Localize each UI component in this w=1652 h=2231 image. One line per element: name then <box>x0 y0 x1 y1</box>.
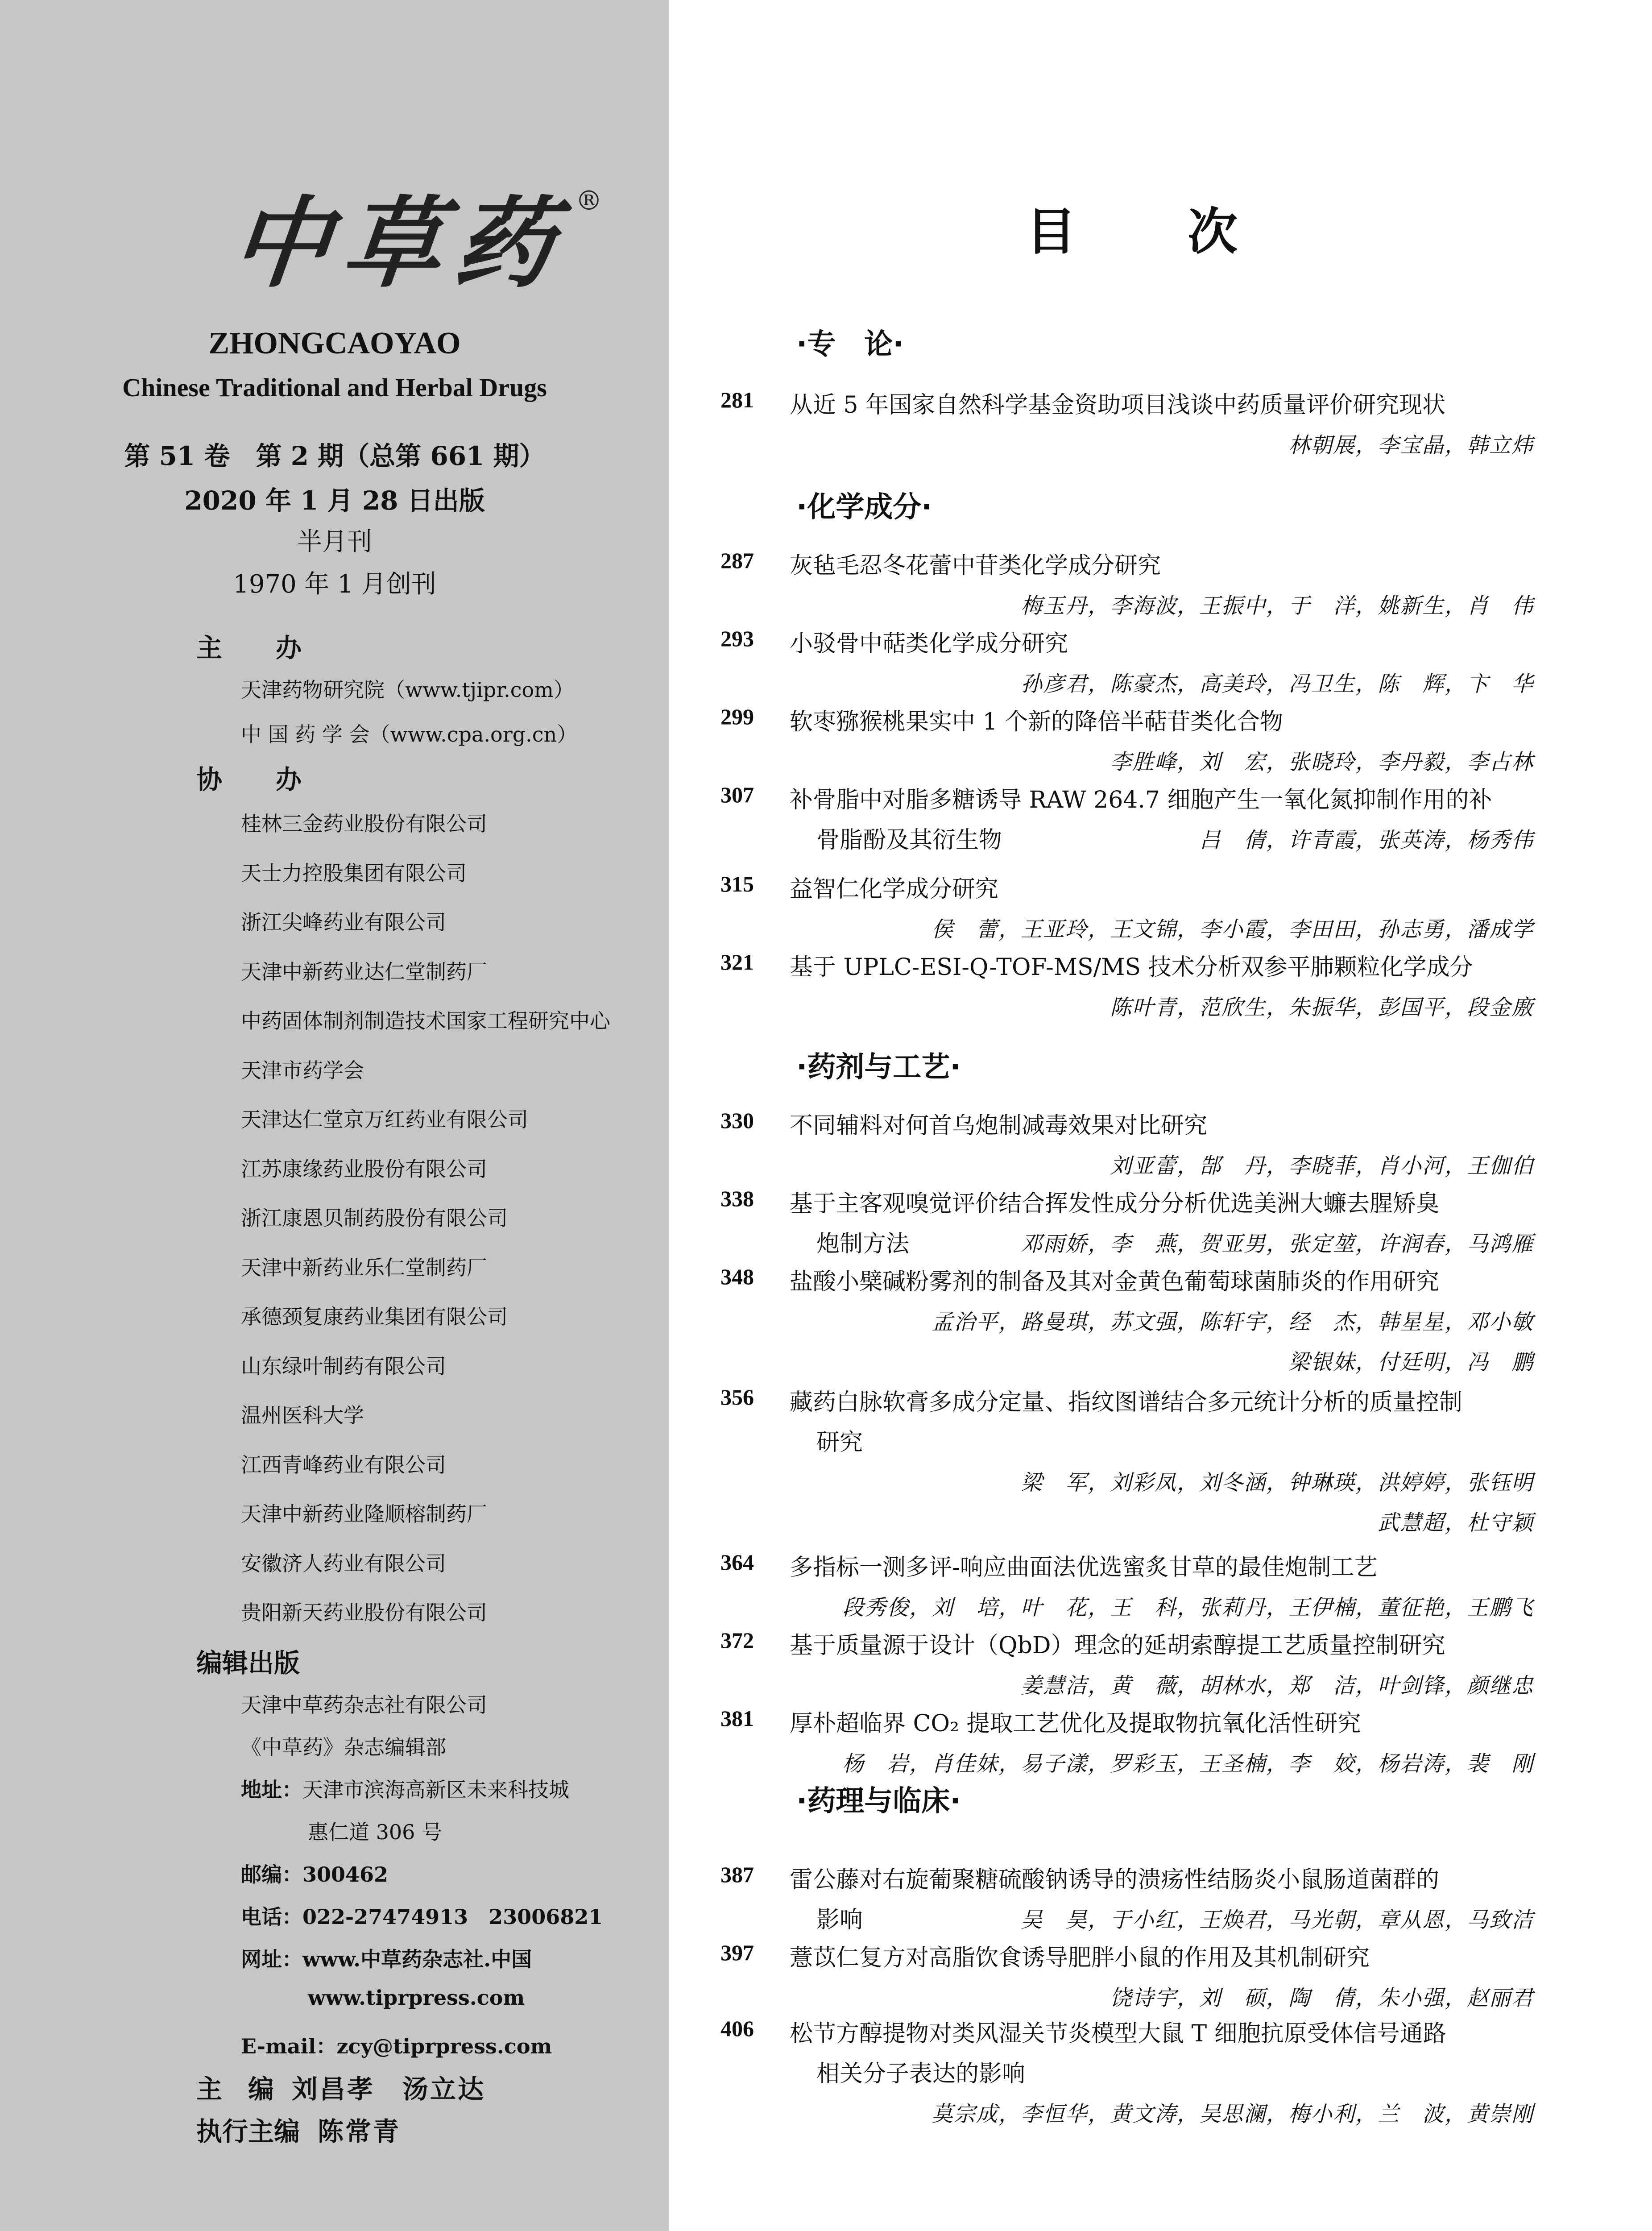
toc-section-heading: ·专 论· <box>796 328 904 361</box>
toc-page-number: 321 <box>720 950 754 975</box>
toc-title: 目次 <box>1026 203 1349 261</box>
co-sponsor-item: 山东绿叶制药有限公司 <box>241 1354 446 1378</box>
website-value: www.中草药杂志社.中国 <box>302 1947 532 1971</box>
email-label: E-mail： <box>241 2034 337 2058</box>
toc-article-title: 益智仁化学成分研究 <box>790 876 999 903</box>
toc-page-number: 338 <box>720 1186 754 1211</box>
phone-line <box>241 1901 603 1930</box>
toc-article-title: 炮制方法 <box>816 1231 910 1257</box>
website-line-2 <box>308 1986 525 2010</box>
co-sponsor-item: 天津达仁堂京万红药业有限公司 <box>241 1107 528 1132</box>
toc-article-title: 雷公藤对右旋葡聚糖硫酸钠诱导的溃疡性结肠炎小鼠肠道菌群的 <box>790 1866 1440 1893</box>
toc-article-title: 相关分子表达的影响 <box>816 2061 1026 2087</box>
co-sponsor-item: 江苏康缘药业股份有限公司 <box>241 1157 487 1181</box>
toc-section-heading: ·化学成分· <box>796 491 932 524</box>
toc-page-number: 287 <box>720 548 754 573</box>
toc-article-title: 薏苡仁复方对高脂饮食诱导肥胖小鼠的作用及其机制研究 <box>790 1945 1370 1971</box>
toc-article-title: 厚朴超临界 CO₂ 提取工艺优化及提取物抗氧化活性研究 <box>790 1710 1361 1737</box>
co-sponsor-item: 桂林三金药业股份有限公司 <box>241 812 487 836</box>
toc-article-authors: 孟治平，路曼琪，苏文强，陈轩宇，经 杰，韩星星，邓小敏 <box>931 1310 1534 1335</box>
toc-article-title: 软枣猕猴桃果实中 1 个新的降倍半萜苷类化合物 <box>790 709 1284 735</box>
toc-page-number: 315 <box>720 871 754 896</box>
issue-number: 第 51 卷 第 2 期（总第 661 期） <box>124 441 545 471</box>
email-value: zcy@tiprpress.com <box>336 2034 552 2058</box>
toc-section-heading: ·药剂与工艺· <box>796 1051 961 1084</box>
editorial-dept: 《中草药》杂志编辑部 <box>241 1735 446 1759</box>
editor-publisher-label: 编辑出版 <box>196 1648 300 1678</box>
toc-page-number: 372 <box>720 1628 754 1653</box>
toc-article-authors: 梁银妹，付廷明，冯 鹏 <box>1288 1350 1534 1375</box>
co-sponsor-item: 江西青峰药业有限公司 <box>241 1452 446 1477</box>
founded-date: 1970 年 1 月创刊 <box>233 570 436 599</box>
publisher: 天津中草药杂志社有限公司 <box>241 1693 487 1717</box>
co-sponsor-item: 承德颈复康药业集团有限公司 <box>241 1305 508 1329</box>
journal-pinyin-title: ZHONGCAOYAO <box>208 326 461 361</box>
toc-article-authors: 饶诗宇，刘 硕，陶 倩，朱小强，赵丽君 <box>1110 1986 1534 2011</box>
journal-sidebar <box>0 0 669 2231</box>
toc-article-authors: 吴 昊，于小红，王焕君，马光朝，章从恩，马致洁 <box>1020 1908 1534 1932</box>
co-sponsor-item: 安徽济人药业有限公司 <box>241 1551 446 1576</box>
toc-page-number: 406 <box>720 2016 754 2041</box>
toc-article-title: 影响 <box>816 1907 863 1933</box>
postcode-label: 邮编： <box>241 1862 302 1887</box>
postcode-value: 300462 <box>302 1862 389 1887</box>
sponsor-item: 天津药物研究院（www.tjipr.com） <box>241 678 574 702</box>
frequency: 半月刊 <box>297 527 372 556</box>
address-label: 地址： <box>241 1778 302 1802</box>
website-value-2: www.tiprpress.com <box>308 1986 525 2010</box>
co-sponsor-item: 中药固体制剂制造技术国家工程研究中心 <box>241 1009 610 1033</box>
toc-article-authors: 吕 倩，许青霞，张英涛，杨秀伟 <box>1199 828 1534 853</box>
toc-page-number: 330 <box>720 1108 754 1133</box>
co-sponsor-item: 天津中新药业乐仁堂制药厂 <box>241 1255 487 1280</box>
toc-section-heading: ·药理与临床· <box>796 1785 961 1818</box>
logo-calligraphy: 中草药 <box>226 185 573 301</box>
toc-article-authors: 李胜峰，刘 宏，张晓玲，李丹毅，李占林 <box>1110 750 1534 775</box>
toc-article-title: 小驳骨中萜类化学成分研究 <box>790 630 1068 657</box>
toc-page-number: 397 <box>720 1940 754 1965</box>
journal-english-title: Chinese Traditional and Herbal Drugs <box>122 373 547 402</box>
toc-article-title: 多指标一测多评-响应曲面法优选蜜炙甘草的最佳炮制工艺 <box>790 1554 1378 1581</box>
toc-article-title: 骨脂酚及其衍生物 <box>816 827 1002 854</box>
co-sponsor-item: 浙江尖峰药业有限公司 <box>241 910 446 934</box>
toc-article-authors: 林朝展，李宝晶，韩立炜 <box>1288 433 1534 458</box>
co-sponsor-item: 天津市药学会 <box>241 1058 364 1082</box>
toc-page-number: 387 <box>720 1862 754 1887</box>
toc-article-authors: 梁 军，刘彩凤，刘冬涵，钟琳瑛，洪婷婷，张钰明 <box>1020 1470 1534 1495</box>
toc-article-title: 研究 <box>816 1429 863 1456</box>
co-sponsor-item: 天津中新药业隆顺榕制药厂 <box>241 1502 487 1526</box>
toc-article-authors: 梅玉丹，李海波，王振中，于 洋，姚新生，肖 伟 <box>1020 593 1534 618</box>
toc-article-title: 基于 UPLC-ESI-Q-TOF-MS/MS 技术分析双参平肺颗粒化学成分 <box>790 954 1473 981</box>
toc-page-number: 293 <box>720 626 754 651</box>
toc-page-number: 381 <box>720 1706 754 1731</box>
toc-article-authors: 孙彦君，陈豪杰，高美玲，冯卫生，陈 辉，卞 华 <box>1020 672 1534 697</box>
toc-article-authors: 莫宗成，李恒华，黄文涛，吴思澜，梅小利，兰 波，黄崇刚 <box>931 2102 1534 2127</box>
toc-article-authors: 刘亚蕾，郜 丹，李晓菲，肖小河，王伽伯 <box>1110 1153 1534 1178</box>
toc-article-authors: 姜慧洁，黄 薇，胡林水，郑 洁，叶剑锋，颜继忠 <box>1020 1673 1534 1698</box>
toc-article-authors: 武慧超，杜守颖 <box>1377 1510 1534 1535</box>
phone-label: 电话： <box>241 1905 302 1929</box>
co-sponsor-item: 天士力控股集团有限公司 <box>241 861 467 885</box>
website-label: 网址： <box>241 1947 302 1971</box>
toc-article-title: 灰毡毛忍冬花蕾中苷类化学成分研究 <box>790 552 1161 579</box>
toc-article-authors: 段秀俊，刘 培，叶 花，王 科，张莉丹，王伊楠，董征艳，王鹏飞 <box>842 1595 1534 1620</box>
toc-page-number: 307 <box>720 782 754 807</box>
toc-page-number: 299 <box>720 704 754 729</box>
toc-article-authors: 陈叶青，范欣生，朱振华，彭国平，段金廒 <box>1110 995 1534 1020</box>
co-sponsor-item: 贵阳新天药业股份有限公司 <box>241 1601 487 1625</box>
co-sponsor-label: 协办 <box>196 764 356 795</box>
postcode-line <box>241 1858 388 1888</box>
co-sponsor-item: 浙江康恩贝制药股份有限公司 <box>241 1206 508 1230</box>
sponsor-label: 主办 <box>196 633 356 663</box>
registered-mark: ® <box>576 185 602 216</box>
co-sponsor-item: 天津中新药业达仁堂制药厂 <box>241 959 487 984</box>
publication-date: 2020 年 1 月 28 日出版 <box>184 485 485 516</box>
toc-page-number: 356 <box>720 1385 754 1410</box>
toc-article-title: 基于主客观嗅觉评价结合挥发性成分分析优选美洲大蠊去腥矫臭 <box>790 1190 1440 1217</box>
toc-article-authors: 杨 岩，肖佳妹，易子漾，罗彩玉，王圣楠，李 姣，杨岩涛，裴 刚 <box>842 1751 1534 1776</box>
chief-editor-names: 刘昌孝 汤立达 <box>292 2074 486 2104</box>
chief-editor-label: 主 编 <box>196 2074 274 2104</box>
toc-page-number: 281 <box>720 387 754 412</box>
phone-value: 022-27474913 23006821 <box>302 1905 603 1929</box>
chief-editor-line <box>196 2068 485 2106</box>
journal-logo <box>226 176 602 310</box>
toc-article-title: 藏药白脉软膏多成分定量、指纹图谱结合多元统计分析的质量控制 <box>790 1389 1463 1416</box>
toc-article-title: 基于质量源于设计（QbD）理念的延胡索醇提工艺质量控制研究 <box>790 1632 1445 1659</box>
executive-editor-line <box>196 2111 401 2148</box>
address-value: 天津市滨海高新区未来科技城 <box>302 1778 569 1802</box>
toc-article-title: 松节方醇提物对类风湿关节炎模型大鼠 T 细胞抗原受体信号通路 <box>790 2020 1446 2047</box>
email-line <box>241 2030 552 2060</box>
toc-article-title: 盐酸小檗碱粉雾剂的制备及其对金黄色葡萄球菌肺炎的作用研究 <box>790 1269 1440 1295</box>
toc-article-title: 从近 5 年国家自然科学基金资助项目浅谈中药质量评价研究现状 <box>790 392 1446 419</box>
toc-article-title: 补骨脂中对脂多糖诱导 RAW 264.7 细胞产生一氧化氮抑制作用的补 <box>790 787 1492 813</box>
toc-article-authors: 侯 蕾，王亚玲，王文锦，李小霞，李田田，孙志勇，潘成学 <box>931 917 1534 942</box>
website-line <box>241 1943 532 1973</box>
toc-article-authors: 邓雨娇，李 燕，贺亚男，张定堃，许润春，马鸿雁 <box>1020 1232 1534 1256</box>
executive-editor-label: 执行主编 <box>196 2116 300 2147</box>
toc-page-number: 364 <box>720 1550 754 1575</box>
sponsor-item: 中 国 药 学 会（www.cpa.org.cn） <box>241 722 578 746</box>
co-sponsor-item: 温州医科大学 <box>241 1403 364 1427</box>
address-line-2: 惠仁道 306 号 <box>308 1820 443 1844</box>
toc-article-title: 不同辅料对何首乌炮制减毒效果对比研究 <box>790 1112 1208 1139</box>
executive-editor-name: 陈常青 <box>318 2116 401 2147</box>
address-line <box>241 1774 569 1803</box>
toc-page-number: 348 <box>720 1264 754 1289</box>
